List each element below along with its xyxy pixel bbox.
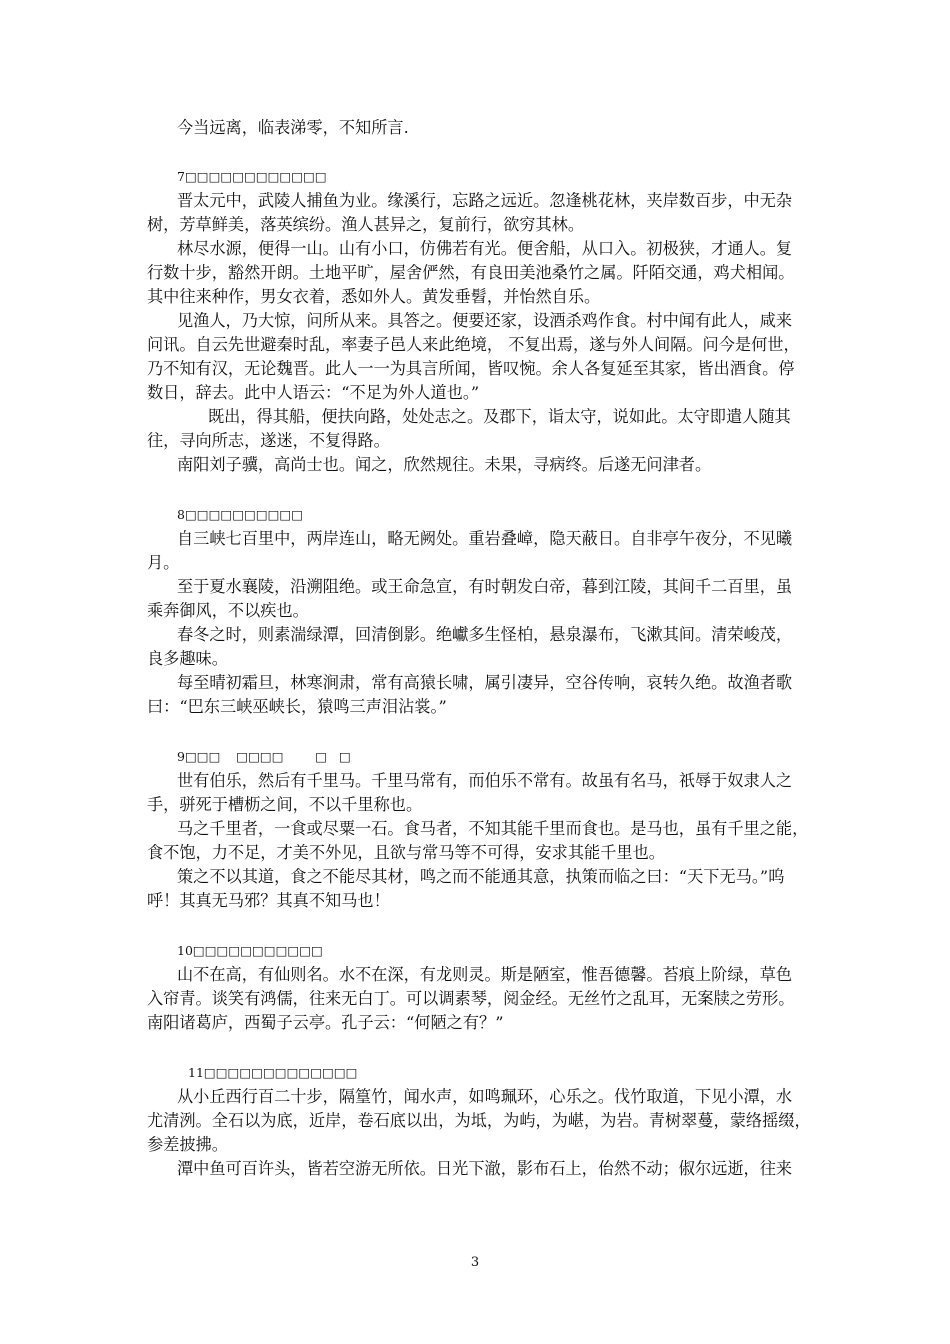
- text-line: 春冬之时，则素湍绿潭，回清倒影。绝巘多生怪柏，悬泉瀑布，飞漱其间。清荣峻茂，: [177, 625, 793, 644]
- text-line: 策之不以其道，食之不能尽其材，鸣之而不能通其意，执策而临之曰：“天下无马。”呜: [177, 867, 785, 886]
- text-line: 其中往来种作，男女衣着，悉如外人。黄发垂髫，并怡然自乐。: [147, 287, 601, 306]
- text-line: 往，寻向所志，遂迷，不复得路。: [147, 431, 390, 450]
- text-line: 尤清洌。全石以为底，近岸，卷石底以出，为坻，为屿，为嵁，为岩。青树翠蔓，蒙络摇缀，: [147, 1111, 811, 1130]
- text-line: 自三峡七百里中，两岸连山，略无阙处。重岩叠嶂，隐天蔽日。自非亭午夜分，不见曦: [177, 529, 793, 548]
- text-line: 乘奔御风，不以疾也。: [147, 601, 309, 620]
- text-line: 月。: [147, 553, 180, 572]
- page-number: 3: [470, 1255, 480, 1270]
- text-line: 数日，辞去。此中人语云：“不足为外人道也。”: [147, 383, 480, 402]
- text-line: 今当远离，临表涕零，不知所言.: [177, 118, 409, 137]
- text-line: 食不饱，力不足，才美不外见，且欲与常马等不可得，安求其能千里也。: [147, 843, 665, 862]
- text-line: 手，骈死于槽枥之间，不以千里称也。: [147, 795, 423, 814]
- text-line: 世有伯乐，然后有千里马。千里马常有，而伯乐不常有。故虽有名马，祇辱于奴隶人之: [177, 771, 793, 790]
- text-line: 南阳刘子骥，高尚士也。闻之，欣然规往。未果，寻病终。后遂无问津者。: [177, 455, 712, 474]
- text-line: 潭中鱼可百许头，皆若空游无所依。日光下澈，影布石上，佁然不动；俶尔远逝，往来: [177, 1159, 793, 1178]
- text-line: 晋太元中，武陵人捕鱼为业。缘溪行，忘路之远近。忽逢桃花林，夹岸数百步，中无杂: [177, 191, 793, 210]
- text-line: 曰：“巴东三峡巫峡长，猿鸣三声泪沾裳。”: [147, 697, 447, 716]
- text-line: 入帘青。谈笑有鸿儒，往来无白丁。可以调素琴，阅金经。无丝竹之乱耳，无案牍之劳形。: [147, 989, 795, 1008]
- text-line: 每至晴初霜旦，林寒涧肃，常有高猿长啸，属引凄异，空谷传响，哀转久绝。故渔者歌: [177, 673, 793, 692]
- section-heading: 8□□□□□□□□□□: [177, 507, 304, 522]
- text-line: 乃不知有汉，无论魏晋。此人一一为具言所闻，皆叹惋。余人各复延至其家，皆出酒食。停: [147, 359, 795, 378]
- text-line: 从小丘西行百二十步，隔篁竹，闻水声，如鸣珮环，心乐之。伐竹取道，下见小潭，水: [177, 1087, 793, 1106]
- text-line: 既出，得其船，便扶向路，处处志之。及郡下，诣太守，说如此。太守即遣人随其: [208, 407, 791, 426]
- section-heading: 7□□□□□□□□□□□□: [177, 169, 327, 184]
- text-line: 山不在高，有仙则名。水不在深，有龙则灵。斯是陋室，惟吾德馨。苔痕上阶绿，草色: [177, 965, 793, 984]
- section-heading: 9□□□ □□□□ □ □: [177, 749, 351, 764]
- text-line: 参差披拂。: [147, 1135, 228, 1154]
- text-line: 问讯。自云先世避秦时乱，率妻子邑人来此绝境， 不复出焉，遂与外人间隔。问今是何世，: [147, 335, 800, 354]
- text-line: 至于夏水襄陵，沿溯阻绝。或王命急宣，有时朝发白帝，暮到江陵，其间千二百里，虽: [177, 577, 793, 596]
- text-line: 林尽水源，便得一山。山有小口，仿佛若有光。便舍船，从口入。初极狭，才通人。复: [177, 239, 793, 258]
- text-line: 树，芳草鲜美，落英缤纷。渔人甚异之，复前行，欲穷其林。: [147, 215, 585, 234]
- section-heading: 10□□□□□□□□□□□: [177, 943, 323, 958]
- text-line: 良多趣味。: [147, 649, 228, 668]
- text-line: 南阳诸葛庐，西蜀子云亭。孔子云：“何陋之有？”: [147, 1013, 504, 1032]
- text-line: 见渔人，乃大惊，问所从来。具答之。便要还家，设酒杀鸡作食。村中闻有此人，咸来: [177, 311, 793, 330]
- text-line: 呼！其真无马邪？其真不知马也！: [147, 891, 390, 910]
- text-line: 马之千里者，一食或尽粟一石。食马者，不知其能千里而食也。是马也，虽有千里之能，: [177, 819, 809, 838]
- section-heading: 11□□□□□□□□□□□□□: [188, 1065, 358, 1080]
- text-line: 行数十步，豁然开朗。土地平旷，屋舍俨然，有良田美池桑竹之属。阡陌交通，鸡犬相闻。: [147, 263, 795, 282]
